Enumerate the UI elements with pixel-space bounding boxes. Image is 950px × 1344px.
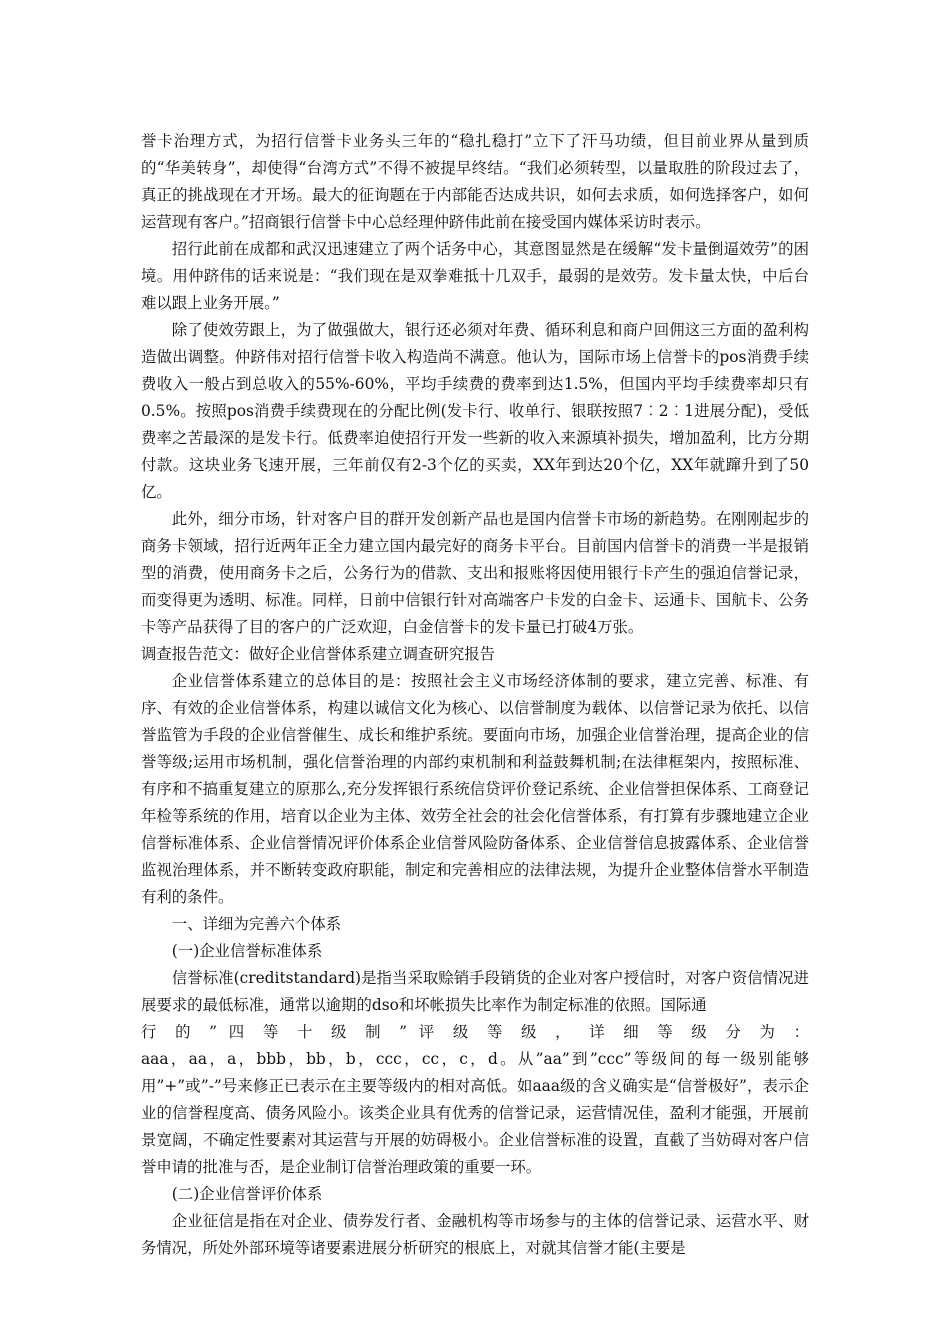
paragraph-call-centers: 招行此前在成都和武汉迅速建立了两个话务中心，其意图显然是在缓解“发卡量倒逼效劳”的困境。用仲跻伟的话来说是：“我们现在是双拳难抵十几双手，最弱的是效劳。发卡量太快，中后台难以跟上业务开展。” [141,240,809,312]
section-heading-six-systems: 一、详细为完善六个体系 [171,915,342,933]
paragraph-overall-goal: 企业信誉体系建立的总体目的是：按照社会主义市场经济体制的要求，建立完善、标准、有序、有效的企业信誉体系，构建以诚信文化为核心、以信誉制度为载体、以信誉记录为依托、以信誉监管为手段的企业信誉催生、成长和维护系统。要面向市场，加强企业信誉治理，提高企业的信誉等级;运用市场机制，强化信誉治理的内部约束机制和利益鼓舞机制;在法律框架内，按照标准、有序和不搞重复建立的原那么,充分发挥银行系统信贷评价登记系统、企业信誉担保体系、工商登记年检等系统的作用，培育以企业为主体、效劳全社会的社会化信誉体系，有打算有步骤地建立企业信誉标准体系、企业信誉情况评价体系企业信誉风险防备体系、企业信誉信息披露体系、企业信誉监视治理体系，并不断转变政府职能，制定和完善相应的法律法规，为提升企业整体信誉水平制造有利的条件。 [141,672,809,906]
document-page [141,128,809,1262]
report-title: 调查报告范文：做好企业信誉体系建立调查研究报告 [141,645,495,663]
paragraph-continuation: 誉卡治理方式，为招行信誉卡业务头三年的“稳扎稳打”立下了汗马功绩，但目前业界从量到质的“华美转身”，却使得“台湾方式”不得不被提早终结。“我们必须转型，以量取胜的阶段过去了，真正的挑战现在才开场。最大的征询题在于内部能否达成共识，如何去求质，如何选择客户，如何运营现有客户。”招商银行信誉卡中心总经理仲跻伟此前在接受国内媒体采访时表示。 [141,132,809,231]
paragraph-rating-levels-line: 行 的 ” 四 等 十 级 制 ” 评 级 等 级 ， 详 细 等 级 分 为 ： [141,1023,809,1041]
paragraph-profit-structure: 除了使效劳跟上，为了做强做大，银行还必须对年费、循环利息和商户回佣这三方面的盈利构造做出调整。仲跻伟对招行信誉卡收入构造尚不满意。他认为，国际市场上信誉卡的pos消费手续费收入一般占到总收入的55%-60%，平均手续费的费率到达1.5%，但国内平均手续费率却只有0.5%。按照pos消费手续费现在的分配比例(发卡行、收单行、银联按照7︰2︰1进展分配)，受低费率之苦最深的是发卡行。低费率迫使招行开发一些新的收入来源填补损失，增加盈利，比方分期付款。这块业务飞速开展，三年前仅有2-3个亿的买卖，XX年到达20个亿，XX年就蹿升到了50亿。 [141,321,809,501]
subsection-heading-evaluation-system: (二)企业信誉评价体系 [171,1185,323,1203]
paragraph-market-segmentation: 此外，细分市场，针对客户目的群开发创新产品也是国内信誉卡市场的新趋势。在刚刚起步的商务卡领域，招行近两年正全力建立国内最完好的商务卡平台。目前国内信誉卡的消费一半是报销型的消费，使用商务卡之后，公务行为的借款、支出和报账将因使用银行卡产生的强迫信誉记录，而变得更为透明、标准。同样，日前中信银行针对高端客户卡发的白金卡、运通卡、国航卡、公务卡等产品获得了目的客户的广泛欢迎，白金信誉卡的发卡量已打破4万张。 [141,510,809,636]
paragraph-rating-details: aaa，aa，a，bbb，bb，b，ccc，cc，c，d。从”aa”到”ccc”等级间的每一级别能够用”+”或”-”号来修正已表示在主要等级内的相对高低。如aaa级的含义确实是“信誉极好”，表示企业的信誉程度高、债务风险小。该类企业具有优秀的信誉记录，运营情况佳，盈利才能强，开展前景宽阔，不确定性要素对其运营与开展的妨碍极小。企业信誉标准的设置，直截了当妨碍对客户信誉申请的批准与否，是企业制订信誉治理政策的重要一环。 [141,1050,809,1176]
paragraph-credit-standard: 信誉标准(creditstandard)是指当采取赊销手段销货的企业对客户授信时，对客户资信情况进展要求的最低标准，通常以逾期的dso和坏帐损失比率作为制定标准的依照。国际通 [141,969,809,1014]
paragraph-enterprise-credit-investigation: 企业征信是指在对企业、债券发行者、金融机构等市场参与的主体的信誉记录、运营水平、财务情况，所处外部环境等诸要素进展分析研究的根底上，对就其信誉才能(主要是 [141,1212,809,1257]
subsection-heading-standard-system: (一)企业信誉标准体系 [171,942,323,960]
